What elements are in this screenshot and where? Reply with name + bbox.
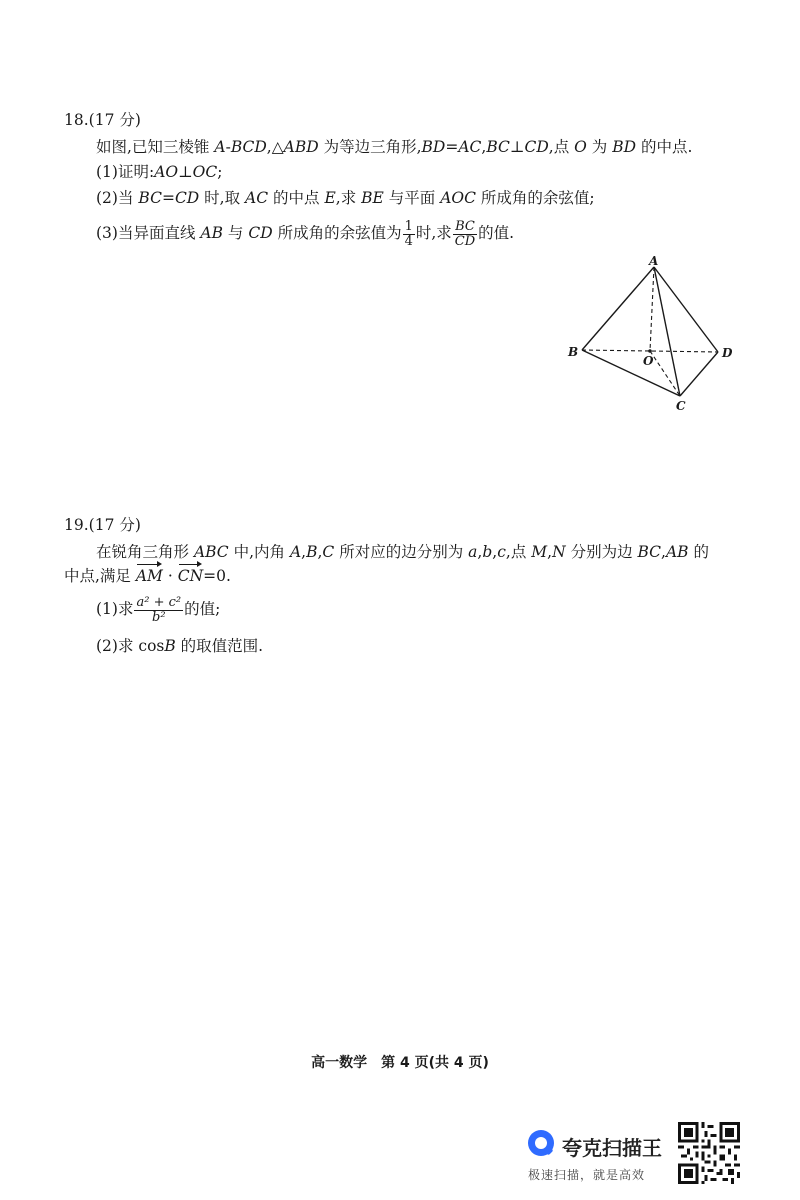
vector-am: AM [135,567,163,585]
q19-part2: (2)求 cosB 的取值范围. [96,637,264,655]
page-footer: 高一数学 第 4 页(共 4 页) [311,1055,489,1071]
edge-ab [582,267,654,350]
q18-part2: (2)当 BC=CD 时,取 AC 的中点 E,求 BE 与平面 AOC 所成角的余弦值; [96,189,595,207]
label-d: D [722,346,733,360]
edge-cd [680,352,718,396]
label-a: A [649,255,659,268]
q18-stem: 如图,已知三棱锥 A-BCD,△ABD 为等边三角形,BD=AC,BC⊥CD,点 O 为 BD 的中点. [96,138,693,156]
label-o: O [643,354,654,368]
q19-stem-line2: 中点,满足 AM · CN=0. [64,567,231,585]
q19-part1: (1)求 $\frac{\text{a² + c²}}{\text{b²}}$ 的值; [96,594,221,625]
scanner-slogan: 极速扫描，就是高效 [528,1168,646,1182]
edge-bc [582,350,680,396]
q19-score: (17 分) [88,516,141,534]
scanner-watermark [524,1124,674,1184]
q18-header [64,110,141,130]
q19-header [64,515,141,535]
fraction-one-quarter: $\frac{1}{4}$ [404,218,413,249]
label-b: B [568,345,579,359]
vector-cn: CN [177,567,204,585]
label-c: C [676,399,686,413]
scanner-logo-icon [528,1130,554,1156]
q18-score: (17 分) [88,111,141,129]
tetrahedron-figure [560,255,750,415]
q18-part3: (3)当异面直线 AB 与 CD 所成角的余弦值为 $\frac{1}{4}$ 时,求 $\frac{BC}{CD}$ 的值. [96,218,515,249]
edge-ad [654,267,718,352]
q18-number: 18. [64,111,89,129]
scanner-name: 夸克扫描王 [562,1136,662,1160]
point-o [648,349,652,353]
fraction-bc-over-cd: $\frac{BC}{CD}$ [454,218,476,249]
q19-stem-line1: 在锐角三角形 ABC 中,内角 A,B,C 所对应的边分别为 a,b,c,点 M,N 分别为边 BC,AB 的 [96,543,710,561]
fraction-a2c2-over-b2: $\frac{\text{a² + c²}}{\text{b²}}$ [136,594,182,625]
qr-code-icon [678,1122,740,1184]
segment-ao [650,267,654,351]
q19-number: 19. [64,516,89,534]
q18-part1: (1)证明:AO⊥OC; [96,163,223,181]
